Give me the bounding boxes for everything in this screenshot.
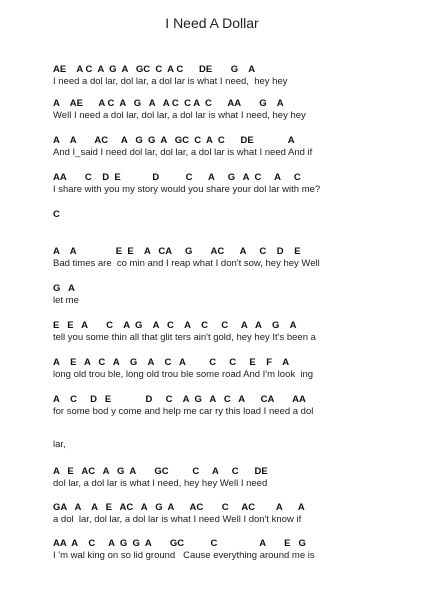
lyric-line: I 'm wal king on so lid ground Cause everything around me is — [53, 550, 315, 561]
stanza-14 — [53, 538, 393, 562]
stanza-7 — [53, 283, 393, 307]
lyric-line: a dol lar, dol lar, a dol lar is what I need Well I don't know if — [53, 514, 302, 525]
lyric-line: lar, — [53, 439, 66, 450]
note-line: A AE A C A G A A C C A C AA G A — [53, 98, 284, 109]
lyric-line: let me — [53, 295, 79, 306]
lyric-line: tell you some thin all that glit ters ain't gold, hey hey It's been a — [53, 332, 316, 343]
note-line: A E A C A G A C A C C E F A — [53, 357, 290, 368]
lyric-line: long old trou ble, long old trou ble some road And I'm look ing — [53, 369, 314, 380]
stanza-11 — [53, 439, 393, 451]
lyric-line: Well I need a dol lar, dol lar, a dol lar is what I need, hey hey — [53, 110, 306, 121]
note-line: AA C D E D C A G A C A C — [53, 172, 301, 183]
note-line: G A — [53, 283, 75, 294]
stanza-6 — [53, 246, 393, 270]
note-line: A E AC A G A GC C A C DE — [53, 466, 268, 477]
stanza-10 — [53, 394, 393, 418]
note-line: A C D E D C A G A C A CA AA — [53, 394, 306, 405]
note-line: GA A A E AC A G A AC C AC A A — [53, 502, 305, 513]
lyric-line: I need a dol lar, dol lar, a dol lar is what I need, hey hey — [53, 76, 288, 87]
stanza-4 — [53, 172, 393, 196]
lyric-line: for some bod y come and help me car ry this load I need a dol — [53, 406, 314, 417]
lyric-line: And I_said I need dol lar, dol lar, a dol lar is what I need And if — [53, 147, 313, 158]
note-line: AE A C A G A GC C A C DE G A — [53, 64, 256, 75]
stanza-9 — [53, 357, 393, 381]
stanza-12 — [53, 466, 393, 490]
note-line: AA A C A G G A GC C A E G — [53, 538, 306, 549]
stanza-8 — [53, 320, 393, 344]
stanza-3 — [53, 135, 393, 159]
song-title: I Need A Dollar — [165, 15, 259, 31]
note-line: E E A C A G A C A C C A A G A — [53, 320, 297, 331]
stanza-2 — [53, 98, 393, 122]
stanza-5 — [53, 209, 393, 221]
note-line: C — [53, 209, 60, 220]
lyric-line: I share with you my story would you share your dol lar with me? — [53, 184, 321, 195]
stanza-1 — [53, 64, 393, 88]
stanza-13 — [53, 502, 393, 526]
note-line: A A AC A G G A GC C A C DE A — [53, 135, 295, 146]
lyric-line: Bad times are co min and I reap what I don't sow, hey hey Well — [53, 258, 320, 269]
note-line: A A E E A CA G AC A C D E — [53, 246, 301, 257]
lyric-line: dol lar, a dol lar is what I need, hey hey Well I need — [53, 478, 268, 489]
